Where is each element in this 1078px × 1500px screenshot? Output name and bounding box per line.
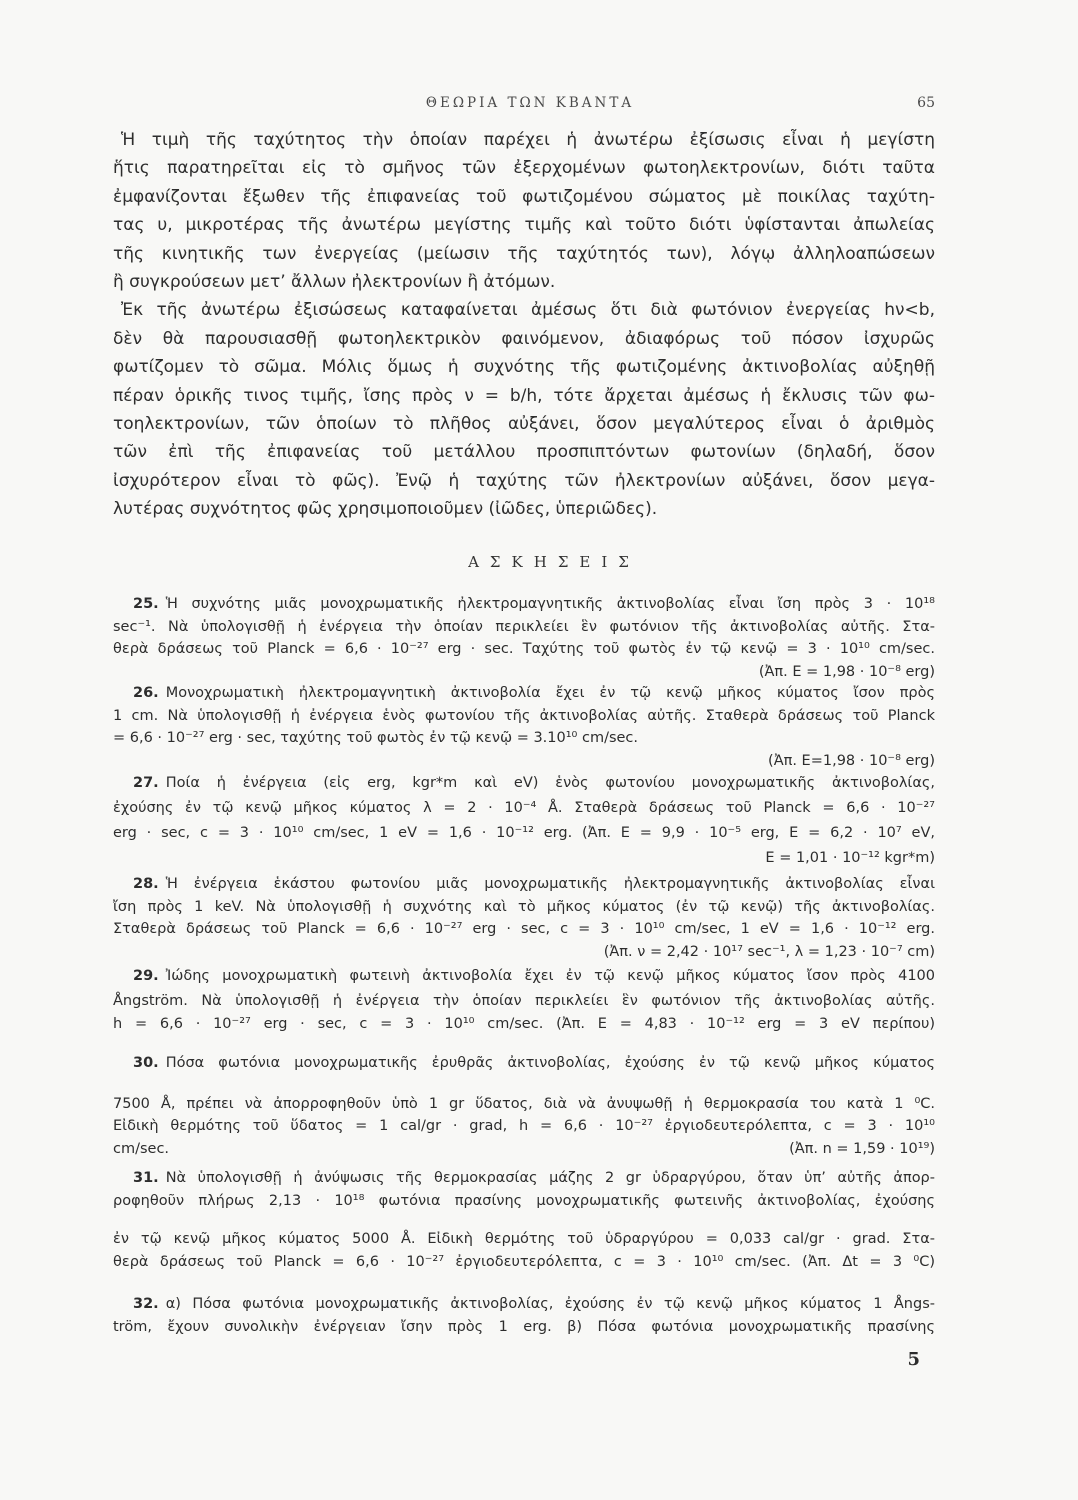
exercise-text: Ἡ συχνότης μιᾶς μονοχρωματικῆς ἠλεκτρομαγνητικῆς ἀκτινοβολίας εἶναι ἴση πρὸς 3 · 10¹⁸ (165, 596, 935, 612)
exercise-answer: (Ἀπ. E = 1,98 · 10⁻⁸ erg) (758, 663, 935, 680)
paragraph-line: ἢ συγκρούσεων μετ’ ἄλλων ἠλεκτρονίων ἢ ἀτόμων. (113, 272, 556, 293)
paragraph-line: τοηλεκτρονίων, τῶν ὁποίων τὸ πλῆθος αὐξάνει, ὅσον μεγαλύτερος εἶναι ὁ ἀριθμὸς (113, 414, 935, 435)
paragraph-line: λυτέρας συχνότητος φῶς χρησιμοποιοῦμεν (ἰῶδες, ὑπεριῶδες). (113, 499, 658, 520)
exercise-line: cm/sec. (113, 1140, 170, 1157)
exercise-line (113, 1167, 935, 1190)
exercise-line: Σταθερὰ δράσεως τοῦ Planck = 6,6 · 10⁻²⁷ erg · sec, c = 3 · 10¹⁰ cm/sec, 1 eV = 1,6 · 10⁻¹² erg. (113, 921, 935, 937)
exercise-text: Νὰ ὑπολογισθῇ ἡ ἀνύψωσις τῆς θερμοκρασίας μάζης 2 gr ὑδραργύρου, ὅταν ὑπ’ αὐτῆς ἀπορ- (165, 1170, 935, 1186)
exercise-26 (113, 682, 935, 772)
exercise-25 (113, 593, 935, 683)
signature-mark: 5 (907, 1349, 920, 1370)
paragraph-line: Ἐκ τῆς ἀνωτέρω ἐξισώσεως καταφαίνεται ἀμέσως ὅτι διὰ φωτόνιον ἐνεργείας hν<b, (121, 300, 935, 321)
running-title: ΘΕΩΡΙΑ ΤΩΝ ΚΒΑΝΤΑ (425, 95, 635, 111)
exercise-line: erg · sec, c = 3 · 10¹⁰ cm/sec, 1 eV = 1,6 · 10⁻¹² erg. (Ἀπ. E = 9,9 · 10⁻⁵ erg, E = 6,2 · 10⁷ eV, (113, 825, 935, 841)
exercise-answer: (Ἀπ. E=1,98 · 10⁻⁸ erg) (768, 752, 935, 769)
exercise-32 (113, 1293, 935, 1338)
exercise-29 (113, 965, 935, 1035)
exercise-30 (113, 1052, 935, 1160)
paragraph (113, 126, 935, 296)
exercise-number: 29. (133, 968, 159, 984)
exercise-line (113, 1052, 935, 1075)
exercise-text: α) Πόσα φωτόνια μονοχρωματικῆς ἀκτινοβολίας, ἐχούσης ἐν τῷ κενῷ μῆκος κύματος 1 Ångs- (165, 1296, 935, 1312)
exercise-text: Ἰώδης μονοχρωματικὴ φωτεινὴ ἀκτινοβολία ἔχει ἐν τῷ κενῷ μῆκος κύματος ἴσον πρὸς 4100 (165, 968, 935, 984)
exercises-heading: ΑΣΚΗΣΕΙΣ (468, 553, 640, 571)
exercise-line: sec⁻¹. Νὰ ὑπολογισθῇ ἡ ἐνέργεια τὴν ὁποίαν περικλείει ἓν φωτόνιον τῆς ἀκτινοβολίας αὐτῆς. Στα- (113, 618, 935, 635)
exercise-line (113, 593, 935, 616)
exercise-line: ἐχούσης ἐν τῷ κενῷ μῆκος κύματος λ = 2 · 10⁻⁴ Å. Σταθερὰ δράσεως τοῦ Planck = 6,6 · 10⁻²⁷ (113, 800, 935, 816)
exercise-27 (113, 772, 935, 870)
exercise-line: 1 cm. Νὰ ὑπολογισθῇ ἡ ἐνέργεια ἑνὸς φωτονίου τῆς ἀκτινοβολίας αὐτῆς. Σταθερὰ δράσεως τοῦ Planck (113, 707, 935, 724)
body-text (113, 126, 935, 524)
exercise-number: 27. (133, 775, 159, 791)
exercise-number: 25. (133, 596, 159, 612)
exercise-31 (113, 1167, 935, 1273)
paragraph-line: τῆς κινητικῆς των ἐνεργείας (μείωσιν τῆς ταχύτητός των), λόγῳ ἀλληλοαπώσεων (113, 243, 935, 264)
exercise-line (113, 682, 935, 705)
exercise-line (113, 873, 935, 896)
paragraph-line: φωτίζομεν τὸ σῶμα. Μόλις ὅμως ἡ συχνότης τῆς φωτιζομένης ἀκτινοβολίας αὐξηθῇ (113, 357, 935, 378)
exercise-number: 30. (133, 1055, 159, 1071)
exercise-line: θερὰ δράσεως τοῦ Planck = 6,6 · 10⁻²⁷ erg · sec. Ταχύτης τοῦ φωτὸς ἐν τῷ κενῷ = 3 · 10¹⁰ cm/sec. (113, 641, 935, 657)
page-number: 65 (917, 95, 935, 111)
exercise-line: tröm, ἔχουν συνολικὴν ἐνέργειαν ἴσην πρὸς 1 erg. β) Πόσα φωτόνια μονοχρωματικῆς πρασίνης (113, 1318, 935, 1335)
exercise-28 (113, 873, 935, 963)
paragraph-line: Ἡ τιμὴ τῆς ταχύτητος τὴν ὁποίαν παρέχει ἡ ἀνωτέρω ἐξίσωσις εἶναι ἡ μεγίστη (121, 130, 935, 150)
exercise-line (113, 772, 935, 795)
exercise-line: 7500 Å, πρέπει νὰ ἀπορροφηθοῦν ὑπὸ 1 gr ὕδατος, διὰ νὰ ἀνυψωθῇ ἡ θερμοκρασία του κατὰ 1 ⁰C. (113, 1095, 935, 1112)
exercise-answer: E = 1,01 · 10⁻¹² kgr*m) (765, 850, 935, 866)
exercise-answer: (Ἀπ. n = 1,59 · 10¹⁹) (789, 1140, 935, 1157)
paragraph-line: ἥτις παρατηρεῖται εἰς τὸ σμῆνος τῶν ἐξερχομένων φωτοηλεκτρονίων, διότι ταῦτα (113, 158, 935, 179)
exercise-line: h = 6,6 · 10⁻²⁷ erg · sec, c = 3 · 10¹⁰ cm/sec. (Ἀπ. E = 4,83 · 10⁻¹² erg = 3 eV περίπου) (113, 1015, 935, 1032)
exercise-text: Ἡ ἐνέργεια ἑκάστου φωτονίου μιᾶς μονοχρωματικῆς ἠλεκτρομαγνητικῆς ἀκτινοβολίας εἶναι (165, 876, 935, 892)
exercise-number: 28. (133, 876, 159, 892)
paragraph-line: ἰσχυρότερον εἶναι τὸ φῶς). Ἐνῷ ἡ ταχύτης τῶν ἠλεκτρονίων αὐξάνει, ὅσον μεγα- (113, 470, 935, 491)
paragraph-line: ἐμφανίζονται ἔξωθεν τῆς ἐπιφανείας τοῦ φωτιζομένου σώματος μὲ ποικίλας ταχύτη- (113, 186, 935, 207)
exercise-number: 32. (133, 1296, 159, 1312)
exercise-line: ἐν τῷ κενῷ μῆκος κύματος 5000 Å. Εἰδικὴ θερμότης τοῦ ὑδραργύρου = 0,033 cal/gr · grad. Στα- (113, 1231, 935, 1247)
exercise-line (113, 965, 935, 988)
exercise-number: 26. (133, 685, 159, 701)
exercise-last-row (113, 1138, 935, 1161)
exercise-line: Εἰδικὴ θερμότης τοῦ ὕδατος = 1 cal/gr · grad, h = 6,6 · 10⁻²⁷ ἐργιοδευτερόλεπτα, c = 3 · 10¹⁰ (113, 1118, 935, 1134)
exercise-line: ἴση πρὸς 1 keV. Νὰ ὑπολογισθῇ ἡ συχνότης καὶ τὸ μῆκος κύματος (ἐν τῷ κενῷ) τῆς ἀκτινοβολίας. (113, 898, 935, 915)
exercise-number: 31. (133, 1170, 159, 1186)
paragraph-line: πέραν ὁρικῆς τινος τιμῆς, ἴσης πρὸς ν = b/h, τότε ἄρχεται ἀμέσως ἡ ἔκλυσις τῶν φω- (113, 385, 935, 406)
paragraph-line: τῶν ἐπὶ τῆς ἐπιφανείας τοῦ μετάλλου προσπιπτόντων φωτονίων (δηλαδή, ὅσον (113, 442, 935, 463)
exercise-text: Μονοχρωματικὴ ἠλεκτρομαγνητικὴ ἀκτινοβολία ἔχει ἐν τῷ κενῷ μῆκος κύματος ἴσον πρὸς (165, 685, 935, 701)
paragraph-line: τας υ, μικροτέρας τῆς ἀνωτέρω μεγίστης τιμῆς καὶ τοῦτο διότι ὑφίστανται ἀπωλείας (113, 215, 935, 236)
exercise-answer: (Ἀπ. ν = 2,42 · 10¹⁷ sec⁻¹, λ = 1,23 · 10⁻⁷ cm) (603, 943, 935, 960)
paragraph-line: δὲν θὰ παρουσιασθῇ φωτοηλεκτρικὸν φαινόμενον, ἀδιαφόρως τοῦ πόσον ἰσχυρῶς (113, 328, 935, 349)
paragraph (113, 296, 935, 523)
exercise-line: θερὰ δράσεως τοῦ Planck = 6,6 · 10⁻²⁷ ἐργιοδευτερόλεπτα, c = 3 · 10¹⁰ cm/sec. (Ἀπ. Δt = 3 ⁰C) (113, 1253, 935, 1270)
exercise-line: Ångström. Νὰ ὑπολογισθῇ ἡ ἐνέργεια τὴν ὁποίαν περικλείει ἓν φωτόνιον τῆς ἀκτινοβολίας αὐτῆς. (113, 993, 935, 1009)
exercise-text: Ποία ἡ ἐνέργεια (εἰς erg, kgr*m καὶ eV) ἑνὸς φωτονίου μονοχρωματικῆς ἀκτινοβολίας, (165, 775, 935, 791)
exercise-text: Πόσα φωτόνια μονοχρωματικῆς ἐρυθρᾶς ἀκτινοβολίας, ἐχούσης ἐν τῷ κενῷ μῆκος κύματος (165, 1055, 935, 1071)
exercise-line: ροφηθοῦν πλήρως 2,13 · 10¹⁸ φωτόνια πρασίνης μονοχρωματικῆς φωτεινῆς ἀκτινοβολίας, ἐχούσης (113, 1192, 935, 1209)
exercise-line: = 6,6 · 10⁻²⁷ erg · sec, ταχύτης τοῦ φωτὸς ἐν τῷ κενῷ = 3.10¹⁰ cm/sec. (113, 730, 639, 746)
exercise-line (113, 1293, 935, 1316)
